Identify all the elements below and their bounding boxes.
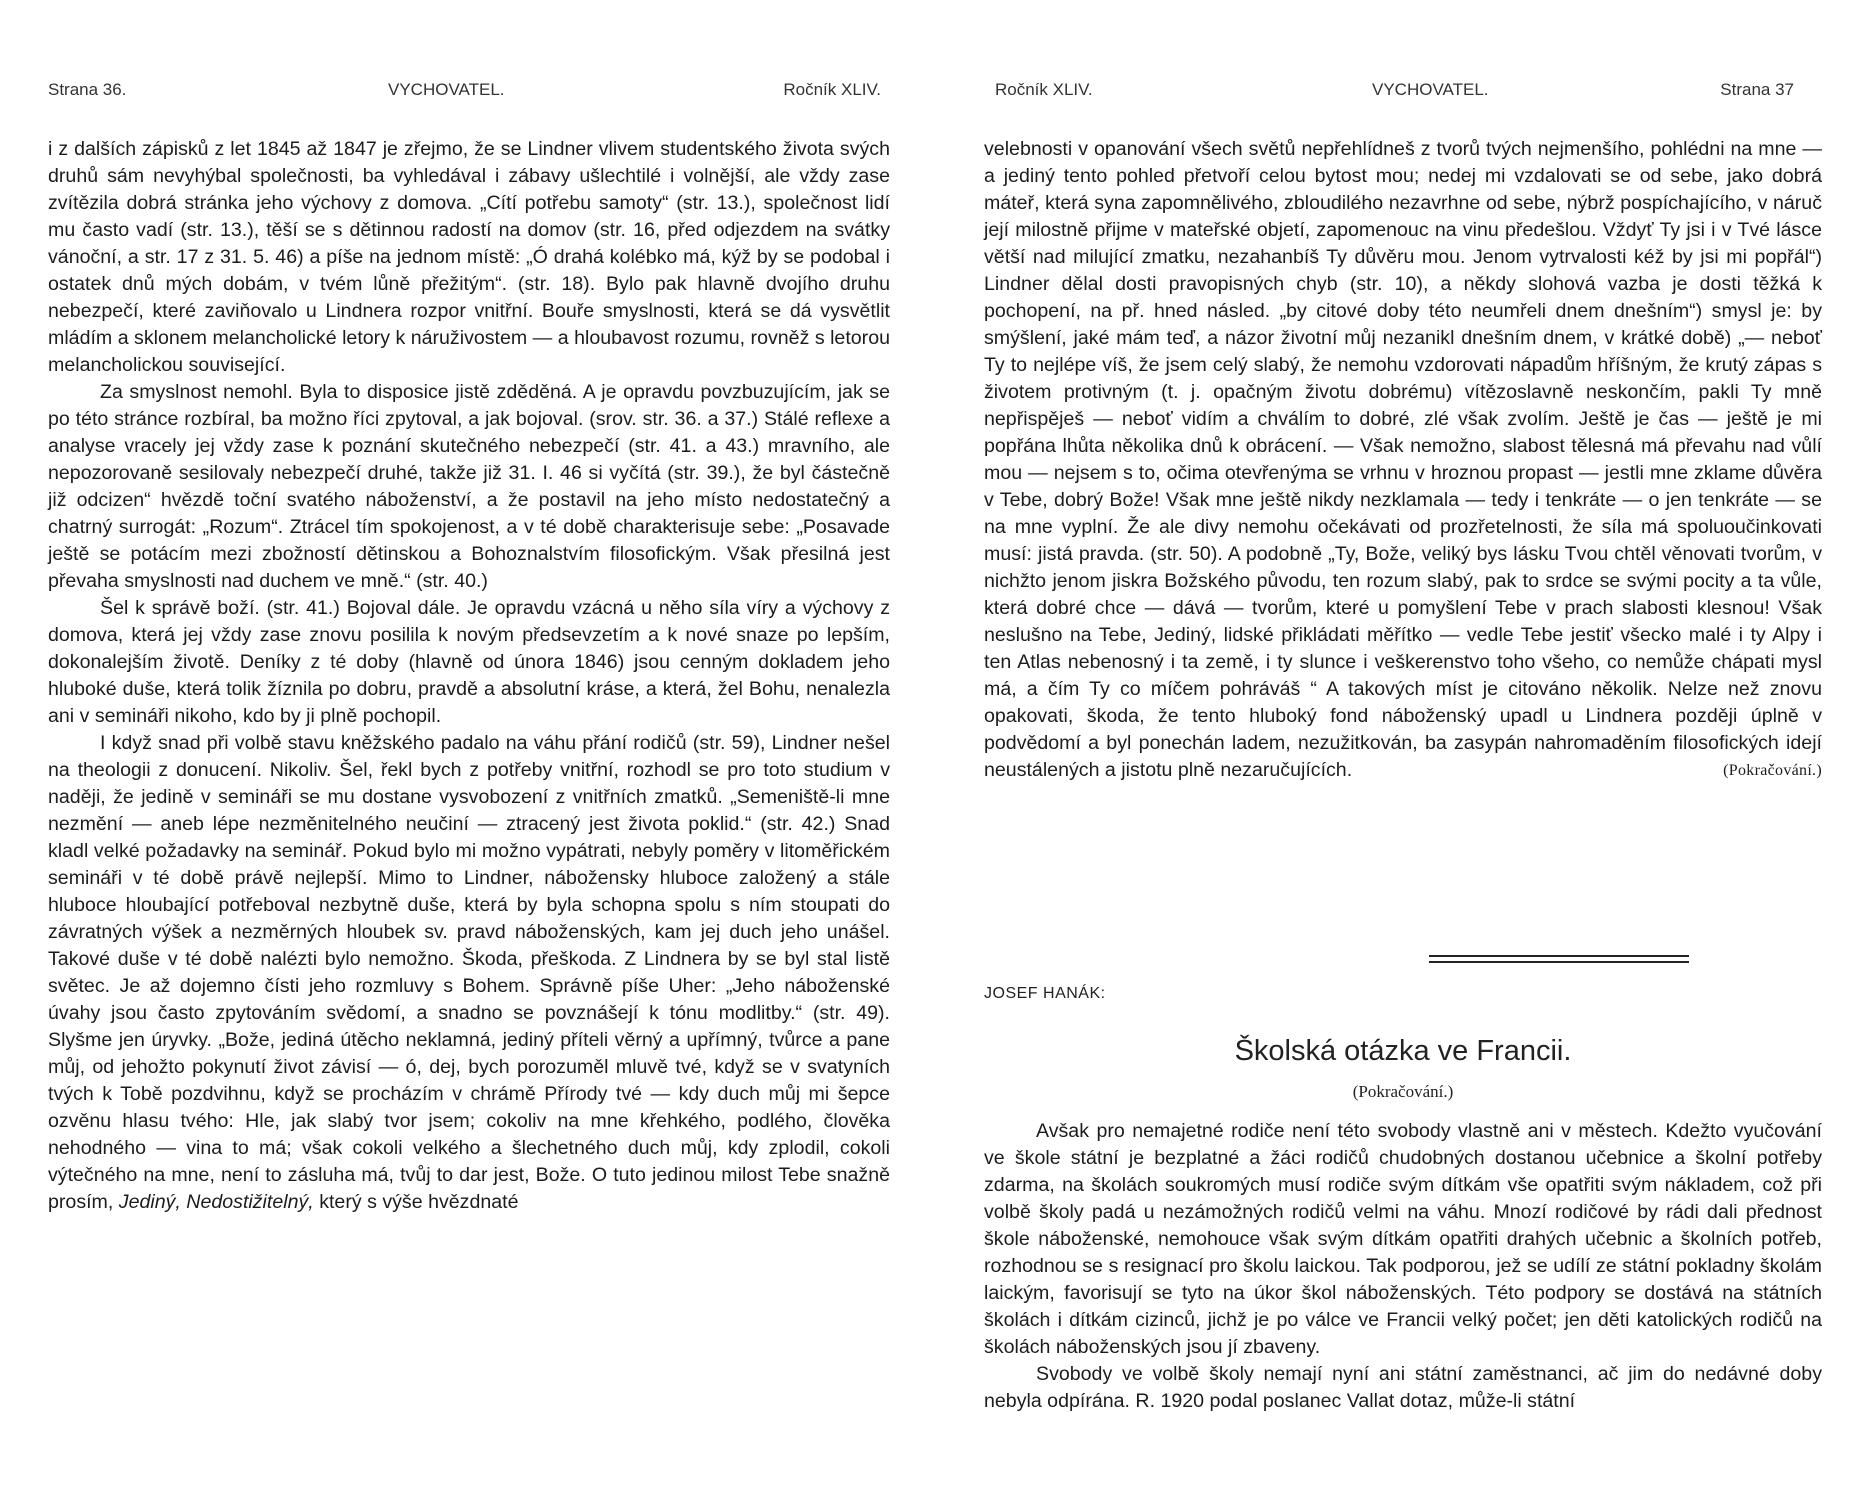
paragraph: Avšak pro nemajetné rodiče není této svobody vlastně ani v městech. Kdežto vyučování ve škole státní je bezplatné a žáci rodičů chudobných dostanou učebnice a školní potřeby zdarma, na školách soukromých musí rodiče svým dítkám vše opatřiti svým nákladem, což při volbě školy padá u nezámožných rodičů velmi na váhu. Mnozí rodičové by rádi dali přednost škole náboženské, nemohouce však svým dítkám opatřiti drahých učebnic a školních potřeb, rozhodnou se s resignací pro školu laickou. Tak podporou, jež se udílí ze státní pokladny školám laickým, favorisují se tyto na úkor škol náboženských. Této podpory se dostává na státních školách i dítkám cizinců, jichž je po válce ve Francii velký počet; jen děti katolických rodičů na školách náboženských jsou jí zbaveny. <box>984 1120 1822 1358</box>
italic-phrase: Jediný, Nedostižitelný, <box>118 1191 314 1213</box>
section-divider <box>1429 955 1689 963</box>
paragraph: Svobody ve volbě školy nemají nyní ani státní zaměstnanci, ač jim do nedávné doby nebyla odpírána. R. 1920 podal poslanec Vallat dotaz, může-li státní <box>984 1363 1822 1412</box>
article-body <box>984 1118 1822 1415</box>
paragraph: Za smyslnost nemohl. Byla to disposice jistě zděděná. A je opravdu povzbuzujícím, jak se po této stránce rozbíral, ba možno říci zpytoval, a jak bojoval. (srov. str. 36. a 37.) Stálé reflexe a analyse vracely jej vždy zase k poznání skutečného nebezpečí (str. 41. a 43.) mravního, ale nepozorovaně sesilovaly nebezpečí druhé, takže již 31. I. 46 si vyčítá (str. 39.), že byl částečně již odcizen“ hvězdě toční svatého náboženství, a že postavil na jeho místo nedostatečný a chatrný surrogát: „Rozum“. Ztrácel tím spokojenost, a v té době charakterisuje sebe: „Posavade ještě se potácím mezi zbožností dětinskou a Bohoznalstvím filosofickým. Však přesilná jest převaha smyslnosti nad duchem ve mně.“ (str. 40.) <box>48 381 890 592</box>
right-page <box>929 0 1858 1500</box>
page-label: Strana 37 <box>1720 80 1794 99</box>
paragraph <box>984 136 1822 784</box>
journal-title: VYCHOVATEL. <box>388 80 505 99</box>
volume-label: Ročník XLIV. <box>783 80 881 99</box>
paragraph-tail: který s výše hvězdnaté <box>319 1191 519 1213</box>
paragraph: i z dalších zápisků z let 1845 až 1847 je zřejmo, že se Lindner vlivem studentského života svých druhů sám nevyhýbal společnosti, ba vyhledával i zábavy ušlechtilé i volnější, ale vždy zase zvítězila dobrá stránka jeho výchovy z domova. „Cítí potřebu samoty“ (str. 13.), společnost lidí mu často vadí (str. 13.), těší se s dětinnou radostí na domov (str. 16, před odjezdem na svátky vánoční, a str. 17 z 31. 5. 46) a píše na jednom místě: „Ó drahá kolébko má, kýž by se podobal i ostatek dnů mých dobám, v tvém lůně přežitým“. (str. 18). Bylo pak hlavně dvojího druhu nebezpečí, které zaviňovalo u Lindnera rozpor vnitřní. Bouře smyslnosti, která se dá vysvětlit mládím a sklonem melancholické letory k náruživostem — a hloubavost rozumu, rovněž s letorou melancholickou související. <box>48 138 890 376</box>
article-title: Školská otázka ve Francii. <box>1234 1035 1572 1067</box>
continued-note: (Pokračování.) <box>1723 762 1822 779</box>
paragraph-text: velebnosti v opanování všech světů nepřehlídneš z tvorů tvých nejmenšího, pohlédni na mne — a jediný tento pohled přetvoří celou bytost mou; nedej mi vzdalovati se od sebe, jako dobrá máteř, která syna zapomnělivého, zbloudilého nezavrhne od sebe, nýbrž pospíchajícího, v náruč její milostně přijme v mateřské objetí, zapomenouc na vinu předešlou. Vždyť Ty jsi i v Tvé lásce větší nad milující zmatku, nezahanbíš Ty důvěru mou. Jenom vytrvalosti kéž by jsi mi popřál“) Lindner dělal dosti pravopisných chyb (str. 10), a někdy slohová vazba je dosti těžká k pochopení, na př. hned násled. „by citové doby této neumřeli dnem dnešním“) smysl je: by smýšlení, jaké mám teď, a názor životní můj nezanikl dnešním dnem, v krátké době) „— neboť Ty to nejlépe víš, že jsem celý slabý, že nemohu vzdorovati nápadům hříšným, že krutý zápas s životem protivným (t. j. opačným životu dobrému) vítězoslavně neskončím, pakli Ty mně nepřispěješ — neboť vidím a chválím to dobré, zlé však zvolím. Ještě je čas — ještě je mi popřána lhůta několika dnů k obrácení. — Však nemožno, slabost tělesná má převahu nad vůlí mou — nejsem s to, očima otevřenýma se vrhnu v hroznou propast — jestli mne zklame důvěra v Tebe, dobrý Bože! Však mne ještě nikdy nezklamala — tedy i tenkráte — o jen tenkráte — se na mne vyplní. Že ale divy nemohu očekávati od prozřetelnosti, že síla má spoluoučinkovati musí: jistá pravda. (str. 50). A podobně „Ty, Bože, veliký bys lásku Tvou chtěl věnovati tvorům, v nichžto jenom jiskra Božského původu, ten rozum slabý, pak to srdce se svými pocity a ta vůle, která dobré chce — dává — tvorům, které u pomyšlení Tebe v prach slabosti klesnou! Však neslušno na Tebe, Jediný, lidské přikládati měřítko — vedle Tebe jestiť všecko malé i ty Alpy i ten Atlas nebenosný i ta země, i ty slunce i veškerenstvo toho všeho, co nemůže chápati mysl má, a čím Ty co míčem pohráváš “ A takových míst je citováno několik. Nelze než znovu opakovati, škoda, že tento hluboký fond náboženský upadl u Lindnera později úplně v podvědomí a byl ponechán ladem, nezužitkován, ba zasypán nahromaděním filosofických idejí neustálených a jistotu plně nezaručujících. <box>984 138 1822 781</box>
running-head <box>977 80 1810 106</box>
continued-text <box>984 136 1822 784</box>
body-text <box>48 136 890 1216</box>
running-head <box>48 80 881 106</box>
volume-label: Ročník XLIV. <box>995 80 1093 99</box>
journal-title: VYCHOVATEL. <box>1372 80 1489 99</box>
page-label: Strana 36. <box>48 80 127 99</box>
paragraph: Šel k správě boží. (str. 41.) Bojoval dále. Je opravdu vzácná u něho síla víry a výchovy z domova, která jej vždy zase znovu posilila k novým předsevzetím a k nové snaze po lepším, dokonalejším životě. Deníky z té doby (hlavně od února 1846) jsou cenným dokladem jeho hluboké duše, která tolik žíznila po dobru, pravdě a absolutní kráse, a která, žel Bohu, nenalezla ani v semináři nikoho, kdo by ji plně pochopil. <box>48 597 890 727</box>
author-name: JOSEF HANÁK: <box>984 985 1106 1002</box>
paragraph <box>48 730 890 1216</box>
paragraph-text: I když snad při volbě stavu kněžského padalo na váhu přání rodičů (str. 59), Lindner nešel na theologii z donucení. Nikoliv. Šel, řekl bych z potřeby vnitřní, rozhodl se pro toto studium v naději, že jedině v semináři se mu dostane vysvobození z vnitřních zmatků. „Semeniště-li mne nezmění — aneb lépe nezměnitelného neučiní — ztracený jest života poklid.“ (str. 42.) Snad kladl velké požadavky na seminář. Pokud bylo mi možno vypátrati, nebyly poměry v litoměřickém semináři v té době právě nejlepší. Mimo to Lindner, nábožensky hluboce založený a stále hluboce hloubající potřeboval nezbytně duše, která by byla schopna spolu s ním stoupati do závratných výšek a nezměrných hloubek sv. pravd náboženských, kam jej duch jeho unášel. Takové duše v té době nalézti bylo nemožno. Škoda, přeškoda. Z Lindnera by se byl stal listě světec. Je až dojemno čísti jeho rozmluvy s Bohem. Správně píše Uher: „Jeho náboženské úvahy jsou často zpytováním svědomí, a snadno se povznášejí k tónu modlitby.“ (str. 49). Slyšme jen úryvky. „Bože, jediná útěcho neklamná, jediný příteli věrný a upřímný, tvůrce a pane můj, od jehožto pokynutí život závisí — ó, dej, bych porozuměl mluvě tvé, když se v svatyních tvých k Tobě pozdvihnu, když se procházím v chrámě Přírody tvé — kdy duch můj mi šepce ozvěnu hlasu tvého: Hle, jak slabý tvor jsem; cokoliv na mne křehkého, podlého, člověka nehodného — vina to má; však cokoli velkého a šlechetného duch můj, kdy zplodil, cokoli výtečného na mne, není to zásluha má, tvůj to dar jest, Bože. O tuto jedinou milost Tebe snažně prosím, <box>48 732 890 1213</box>
article-subtitle: (Pokračování.) <box>1352 1082 1454 1101</box>
